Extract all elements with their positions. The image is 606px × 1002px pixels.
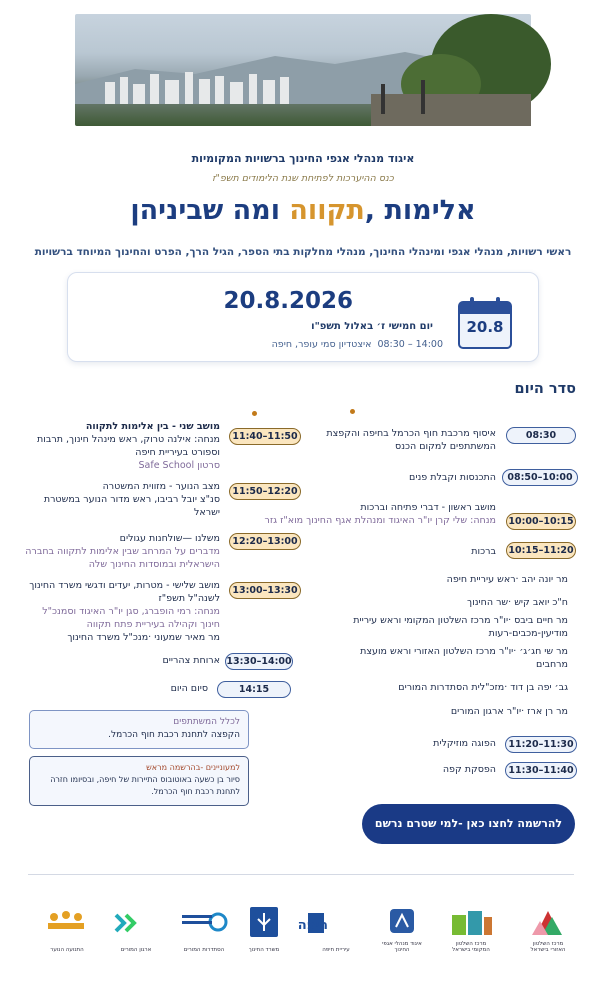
schedule-item: איסוף מרכבת חוף הכרמל בחיפה והקפצת המשתתפים למקום הכנס bbox=[326, 428, 496, 452]
schedule-title: סדר היום bbox=[514, 381, 576, 397]
time-pill: 13:00–13:30 bbox=[229, 582, 301, 599]
logo-teachers-union: הסתדרות המורים bbox=[180, 905, 228, 953]
time-pill: 11:30–11:40 bbox=[505, 762, 577, 779]
calendar-day: 20.8 bbox=[466, 318, 504, 336]
column-dot bbox=[252, 411, 257, 416]
schedule-item: ברכות bbox=[471, 546, 496, 557]
schedule-item: מושב שלישי - מטרות, יעדים ודגשי משרד החינוך לשנה"ל תשפ"ז מנחה: רמי הופברג, סגן יו"ר האיגוד וסמנכ"ל חינוך וקהילה בעיריית פתח תקווה מר מאיר שמעוני ·מנכ"ל משרד החינוך bbox=[29, 580, 220, 643]
greeting-speaker: גב׳ יפה בן דוד ·מזכ"לית הסתדרות המורים bbox=[398, 682, 568, 693]
time-pill: 11:50–12:20 bbox=[229, 483, 301, 500]
conference-line: כנס ההיערכות לפתיחת שנת הלימודים תשפ"ז bbox=[212, 173, 394, 184]
schedule-item: סיום היום bbox=[170, 683, 208, 694]
logo-local-gov-center: מרכז השלטון המקומי בישראל bbox=[446, 905, 496, 953]
event-weekday: יום חמישי ז׳ באלול תשפ"ו bbox=[311, 321, 433, 332]
logo-teachers-org: ארגון המורים bbox=[108, 905, 164, 953]
tour-note: למעוניינים -בהרשמה מראש סיור בן כשעה באוטובוס התיירות של חיפה, ובסיומו חזרה לתחנת רכבת חוף הכרמל. bbox=[29, 756, 249, 806]
schedule-item: הפוגה מוזיקלית bbox=[433, 738, 496, 749]
page-title bbox=[0, 195, 606, 226]
title-part-a: אלימות , bbox=[364, 195, 476, 226]
footer-divider bbox=[28, 874, 574, 875]
audience-line: ראשי רשויות, מנהלי אגפי ומינהלי החינוך, מנהלי מחלקות בתי הספר, הגיל הרך, הפרט והחינוך המיוחד ברשויות bbox=[34, 246, 572, 258]
time-pill: 11:40–11:50 bbox=[229, 428, 301, 445]
time-pill: 10:00–10:15 bbox=[506, 513, 576, 530]
schedule-item: מושב ראשון - דברי פתיחה וברכות bbox=[360, 502, 496, 513]
schedule-item: מושב שני - בין אלימות לתקווה מנחה: אילנה טרוק, ראש מינהל חינוך, תרבות וספורט בעיריית חיפה סרטון Safe School bbox=[37, 421, 220, 471]
logo-haifa: חיפה עיריית חיפה bbox=[306, 905, 366, 953]
event-date: 20.8.2026 bbox=[223, 288, 353, 314]
schedule-item: הפסקת קפה bbox=[442, 764, 496, 775]
greeting-speaker: ח"כ יואב קיש ·שר החינוך bbox=[467, 597, 568, 608]
title-part-c: ומה שביניהן bbox=[130, 195, 290, 226]
column-dot bbox=[350, 409, 355, 414]
time-pill: 08:30 bbox=[506, 427, 576, 444]
calendar-icon bbox=[458, 301, 512, 349]
time-pill: 08:50–10:00 bbox=[502, 469, 578, 486]
event-time: 08:30 – 14:00 bbox=[377, 339, 443, 350]
logo-youth-movement: התנועה הנוער bbox=[42, 905, 92, 953]
svg-text:חיפה: חיפה bbox=[297, 918, 328, 933]
schedule-item: התכנסות וקבלת פנים bbox=[409, 472, 496, 483]
greeting-speaker: מר יונה יהב ·ראש עיריית חיפה bbox=[446, 574, 568, 585]
time-pill: 14:15 bbox=[217, 681, 291, 698]
organizer-line: איגוד מנהלי אגפי החינוך ברשויות המקומיות bbox=[191, 152, 415, 165]
schedule-item: ארוחת צהריים bbox=[162, 655, 220, 666]
event-venue: איצטדיון סמי עופר, חיפה bbox=[271, 339, 372, 350]
logo-ministry-education: משרד החינוך bbox=[244, 905, 284, 953]
register-button[interactable]: להרשמה לחצו כאן -למי שטרם נרשם bbox=[362, 804, 575, 844]
time-pill: 12:20–13:00 bbox=[229, 533, 301, 550]
time-pill: 10:15–11:20 bbox=[506, 542, 576, 559]
greeting-speaker: מר שי חג׳ג׳ ·יו"ר מרכז השלטון האזורי וראש מועצת מרחבים bbox=[360, 646, 568, 670]
logo-education-directors: איגוד מנהלי אגפי החינוך bbox=[380, 905, 424, 953]
date-card bbox=[67, 272, 539, 362]
hero-image bbox=[75, 14, 531, 126]
time-pill: 11:20–11:30 bbox=[505, 736, 577, 753]
participants-note: לכלל המשתתפים הקפצה לתחנת רכבת חוף הכרמל. bbox=[29, 710, 249, 749]
schedule-item: משלנו —שולחנות עגולים מדברים על המרחב שבין אלימות לתקווה בחברה הישראלית ובמוסדות החינוך שלה bbox=[25, 533, 220, 570]
schedule-item: מצב הנוער - מזווית המשטרה סנ"צ יובל רביבו, ראש מדור הנוער במשטרת ישראל bbox=[43, 481, 220, 518]
time-pill: 13:30–14:00 bbox=[225, 653, 293, 670]
schedule-item: מנחה: שלי קרן יו"ר האיגוד ומנהלת אגף החינוך מוא"ז גזר bbox=[264, 515, 496, 526]
logo-regional-council: מרכז השלטון האזורי בישראל bbox=[528, 905, 568, 953]
event-time-venue bbox=[272, 339, 443, 350]
greeting-speaker: מר רן ארז ·יו"ר ארגון המורים bbox=[450, 706, 568, 717]
greeting-speaker: מר חיים ביבס ·יו"ר מרכז השלטון המקומי וראש עיריית מודיעין-מכבים-רעות bbox=[353, 615, 568, 639]
title-highlight: תקווה bbox=[289, 195, 365, 226]
